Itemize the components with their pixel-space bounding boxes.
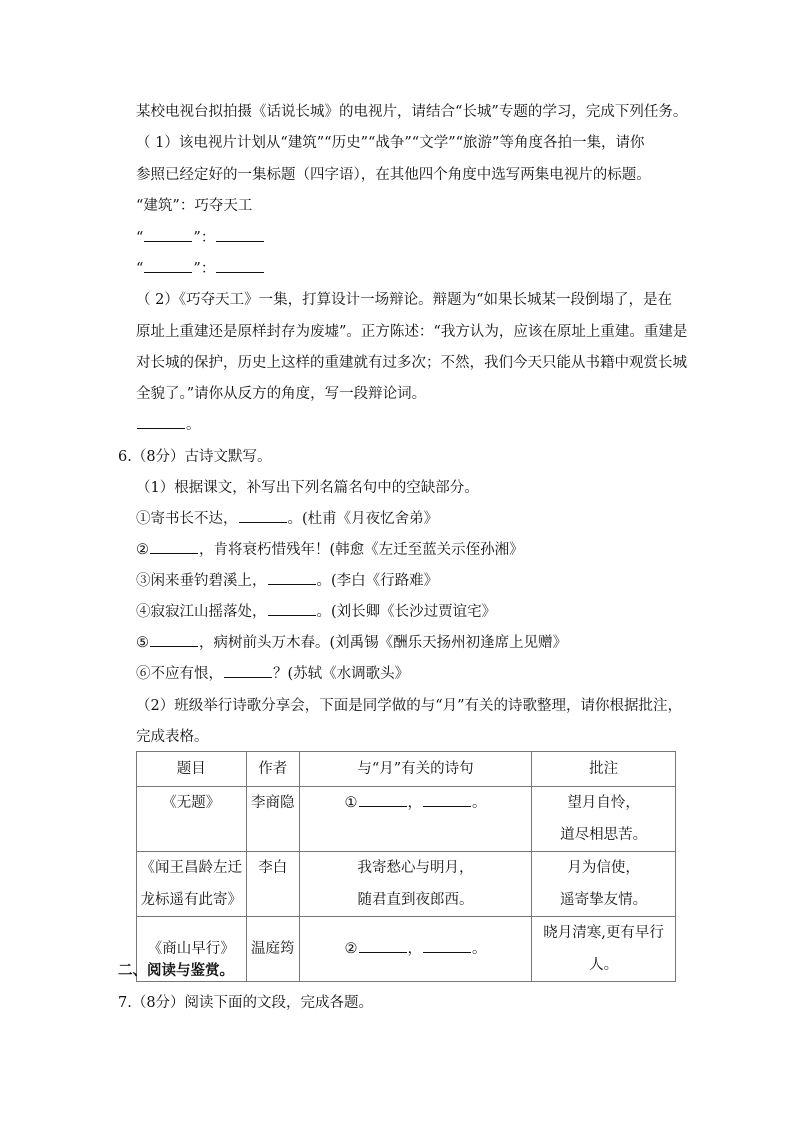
item-text: ③闲来垂钓碧溪上，: [136, 573, 267, 589]
note-line: 月为信使，: [567, 860, 640, 876]
answer-blank[interactable]: [216, 259, 264, 273]
item-source: 。(杜甫《月夜忆舍弟》: [287, 511, 439, 527]
note-line: 晓月清寒,更有早行人。: [543, 925, 664, 973]
q6-item-1: [136, 509, 438, 529]
note-line: 望月自怜，: [567, 795, 640, 811]
item-text: ⑥不应有恨，: [136, 666, 223, 682]
verse-end: 。: [472, 941, 487, 957]
cell-verse: [299, 787, 531, 852]
answer-blank[interactable]: [423, 793, 471, 807]
verse-sep: ，: [407, 795, 423, 811]
answer-blank[interactable]: [423, 939, 471, 953]
verse-prefix: ①: [344, 795, 358, 811]
q1-line-2: 参照已经定好的一集标题（四字语），在其他四个角度中选写两集电视片的标题。: [136, 167, 651, 183]
answer-blank[interactable]: [239, 509, 287, 523]
q2-line-3: 对长城的保护，历史上这样的重建就有过多次；不然，我们今天只能从书籍中观赏长城: [136, 355, 687, 371]
q7-title: 7.（8分）阅读下面的文段，完成各题。: [118, 995, 374, 1011]
open-quote: “: [136, 261, 144, 277]
cell-note: [532, 852, 676, 917]
answer-blank[interactable]: [144, 228, 192, 242]
header-note: 批注: [532, 752, 676, 787]
header-title: 题目: [137, 752, 247, 787]
note-line: 遥寄挚友情。: [560, 892, 648, 908]
close-quote: ”：: [193, 230, 216, 246]
intro-text: 某校电视台拟拍摄《话说长城》的电视片，请结合“长城”专题的学习，完成下列任务。: [136, 104, 688, 120]
answer-blank[interactable]: [268, 571, 316, 585]
cell-verse: [299, 917, 531, 982]
verse-end: 。: [472, 795, 487, 811]
q2-answer-line: [136, 415, 201, 435]
verse-line: 随君直到夜郎西。: [357, 892, 474, 908]
table-row: [137, 787, 676, 852]
q6-sub2-line-2: 完成表格。: [136, 729, 209, 745]
answer-blank[interactable]: [359, 793, 407, 807]
verse-sep: ，: [407, 941, 423, 957]
cell-title: [137, 852, 247, 917]
section-2-heading: 二、阅读与鉴赏。: [118, 962, 234, 979]
item-source: ？(苏轼《水调歌头》: [273, 666, 410, 682]
q1-example: “建筑”：巧夺天工: [136, 198, 253, 214]
cell-title: [137, 787, 247, 852]
q6-item-5: [136, 633, 567, 653]
q6-item-6: [136, 664, 409, 684]
title-text: 龙标遥有此寄》: [140, 892, 243, 908]
answer-blank[interactable]: [137, 415, 185, 429]
note-line: 道尽相思苦。: [560, 827, 648, 843]
q6-title: 6.（8分）古诗文默写。: [118, 449, 272, 465]
title-text: 《闻王昌龄左迁: [140, 860, 243, 876]
q2-line-2: 原址上重建还是原样封存为废墟”。正方陈述：“我方认为，应该在原址上重建。重建是: [136, 324, 688, 340]
header-author: 作者: [246, 752, 299, 787]
open-quote: “: [136, 230, 144, 246]
header-verse: 与“月”有关的诗句: [299, 752, 531, 787]
q6-item-3: [136, 571, 438, 591]
answer-blank[interactable]: [150, 540, 198, 554]
answer-blank[interactable]: [224, 664, 272, 678]
q6-sub1: （1）根据课文，补写出下列名篇名句中的空缺部分。: [136, 480, 479, 496]
verse-line: 我寄愁心与明月，: [357, 860, 474, 876]
cell-verse: [299, 852, 531, 917]
title-text: 《商山早行》: [147, 941, 235, 957]
end-mark: 。: [186, 417, 201, 433]
item-text: ①寄书长不达，: [136, 511, 238, 527]
table-row: [137, 852, 676, 917]
answer-blank[interactable]: [216, 228, 264, 242]
q1-answer-line-1: [136, 228, 265, 248]
answer-blank[interactable]: [268, 602, 316, 616]
answer-blank[interactable]: [150, 633, 198, 647]
q2-line-4: 全貌了。”请你从反方的角度，写一段辩论词。: [136, 386, 427, 402]
cell-author: 温庭筠: [246, 917, 299, 982]
title-text: 《无题》: [162, 795, 221, 811]
q1-line-1: （ 1）该电视片计划从“建筑”“历史”“战争”“文学”“旅游”等角度各拍一集，请你: [136, 135, 645, 151]
item-text: ②: [136, 542, 149, 558]
cell-note: [532, 917, 676, 982]
item-source: ，肯将衰朽惜残年！(韩愈《左迁至蓝关示侄孙湘》: [199, 542, 524, 558]
cell-author: 李白: [246, 852, 299, 917]
answer-blank[interactable]: [359, 939, 407, 953]
close-quote: ”：: [193, 261, 216, 277]
poem-table: [136, 751, 676, 982]
q2-line-1: （ 2）《巧夺天工》一集，打算设计一场辩论。辩题为“如果长城某一段倒塌了，是在: [136, 292, 672, 308]
cell-author: 李商隐: [246, 787, 299, 852]
answer-blank[interactable]: [144, 259, 192, 273]
cell-note: [532, 787, 676, 852]
item-text: ⑤: [136, 635, 149, 651]
item-source: ，病树前头万木春。(刘禹锡《酬乐天扬州初逢席上见赠》: [199, 635, 568, 651]
q6-item-4: [136, 602, 496, 622]
q6-item-2: [136, 540, 524, 560]
q1-answer-line-2: [136, 259, 265, 279]
item-source: 。(刘长卿《长沙过贾谊宅》: [316, 604, 497, 620]
item-source: 。(李白《行路难》: [316, 573, 439, 589]
item-text: ④寂寂江山摇落处，: [136, 604, 267, 620]
table-header-row: [137, 752, 676, 787]
verse-prefix: ②: [344, 941, 358, 957]
q6-sub2-line-1: （2）班级举行诗歌分享会，下面是同学做的与“月”有关的诗歌整理，请你根据批注，: [136, 698, 683, 714]
